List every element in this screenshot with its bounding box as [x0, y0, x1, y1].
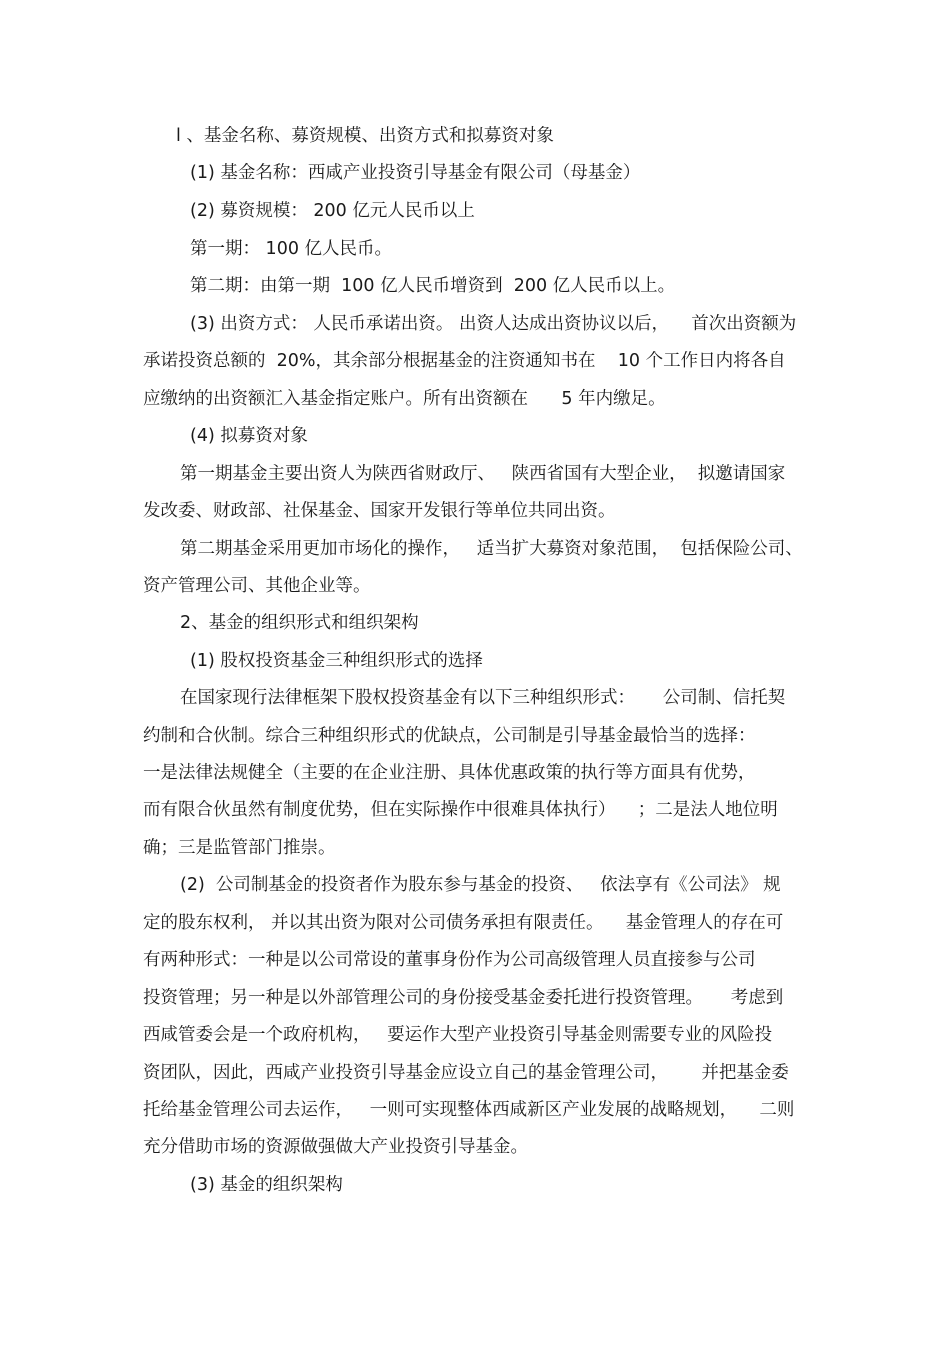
- text-line: 第二期基金采用更加市场化的操作， 适当扩大募资对象范围， 包括保险公司、: [180, 539, 803, 559]
- text-line: (3) 基金的组织架构: [190, 1175, 343, 1195]
- text-line: (2) 公司制基金的投资者作为股东参与基金的投资、 依法享有《公司法》 规: [180, 875, 781, 895]
- text-line: 第一期基金主要出资人为陕西省财政厅、 陕西省国有大型企业， 拟邀请国家: [180, 464, 786, 484]
- text-line: 应缴纳的出资额汇入基金指定账户。所有出资额在 5 年内缴足。: [143, 389, 666, 409]
- text-line: 承诺投资总额的 20%，其余部分根据基金的注资通知书在 10 个工作日内将各自: [143, 351, 786, 371]
- text-line: (1) 股权投资基金三种组织形式的选择: [190, 651, 483, 671]
- text-line: 有两种形式：一种是以公司常设的董事身份作为公司高级管理人员直接参与公司: [143, 950, 756, 970]
- text-line: 第一期： 100 亿人民币。: [190, 239, 393, 259]
- text-line: 第二期：由第一期 100 亿人民币增资到 200 亿人民币以上。: [190, 276, 676, 296]
- text-line: l 、基金名称、募资规模、出资方式和拟募资对象: [176, 126, 554, 146]
- text-line: (2) 募资规模： 200 亿元人民币以上: [190, 201, 475, 221]
- text-line: (3) 出资方式： 人民币承诺出资。 出资人达成出资协议以后， 首次出资额为: [190, 314, 797, 334]
- text-line: (4) 拟募资对象: [190, 426, 308, 446]
- text-line: 资产管理公司、其他企业等。: [143, 576, 371, 596]
- text-line: 西咸管委会是一个政府机构， 要运作大型产业投资引导基金则需要专业的风险投: [143, 1025, 773, 1045]
- text-line: 发改委、财政部、社保基金、国家开发银行等单位共同出资。: [143, 501, 616, 521]
- text-line: 充分借助市场的资源做强做大产业投资引导基金。: [143, 1137, 528, 1157]
- text-line: (1) 基金名称：西咸产业投资引导基金有限公司（母基金）: [190, 163, 641, 183]
- text-line: 而有限合伙虽然有制度优势，但在实际操作中很难具体执行） ；二是法人地位明: [143, 800, 778, 820]
- text-line: 约制和合伙制。综合三种组织形式的优缺点，公司制是引导基金最恰当的选择：: [143, 726, 756, 746]
- text-line: 2、基金的组织形式和组织架构: [180, 613, 419, 633]
- text-line: 托给基金管理公司去运作， 一则可实现整体西咸新区产业发展的战略规划， 二则: [143, 1100, 795, 1120]
- text-line: 在国家现行法律框架下股权投资基金有以下三种组织形式： 公司制、信托契: [180, 688, 786, 708]
- text-line: 资团队，因此，西咸产业投资引导基金应设立自己的基金管理公司， 并把基金委: [143, 1063, 789, 1083]
- text-line: 确；三是监管部门推崇。: [143, 838, 336, 858]
- text-line: 投资管理；另一种是以外部管理公司的身份接受基金委托进行投资管理。 考虑到: [143, 988, 784, 1008]
- text-line: 定的股东权利， 并以其出资为限对公司债务承担有限责任。 基金管理人的存在可: [143, 913, 784, 933]
- text-line: 一是法律法规健全（主要的在企业注册、具体优惠政策的执行等方面具有优势，: [143, 763, 756, 783]
